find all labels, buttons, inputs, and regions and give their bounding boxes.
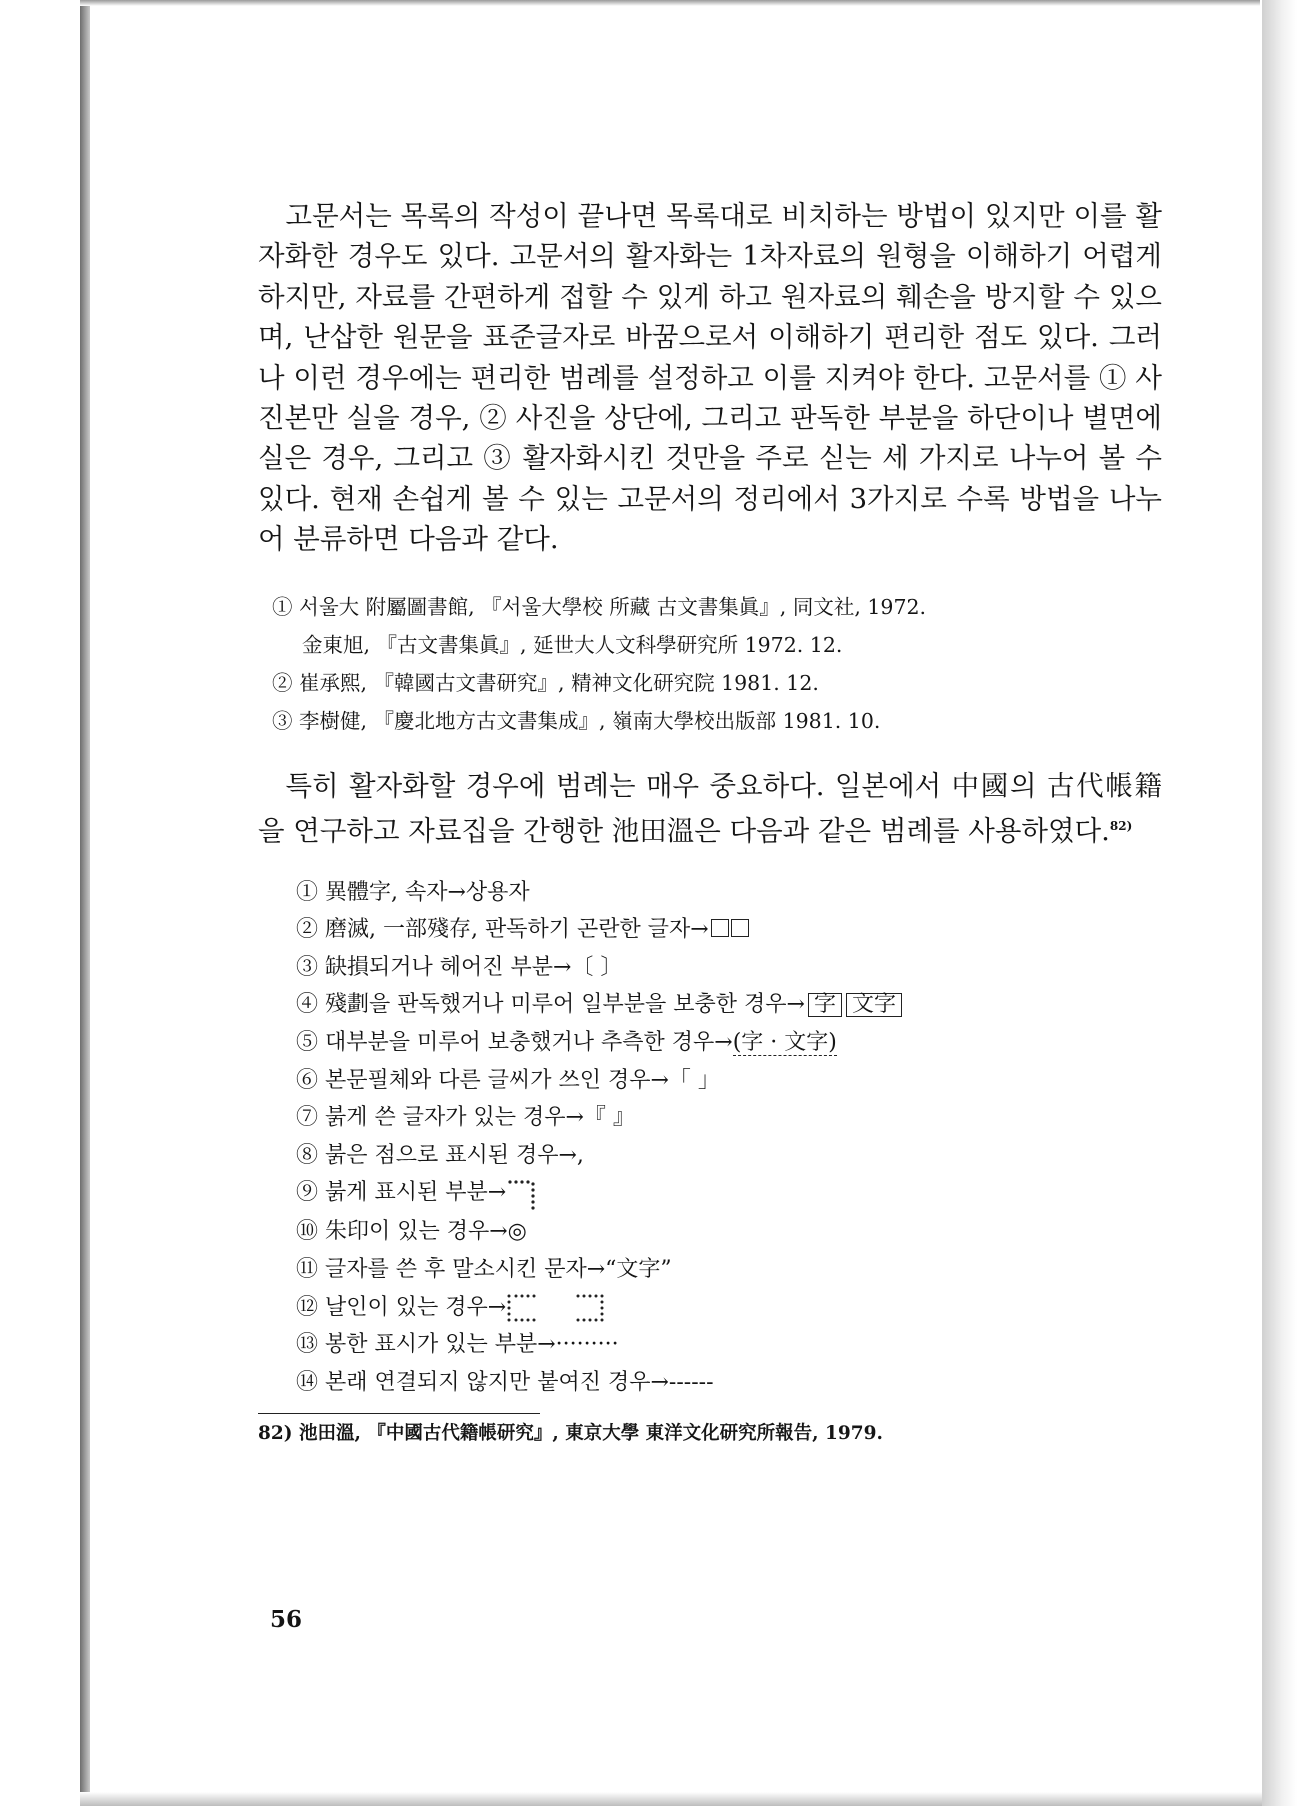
convention-item-7: ⑦ 붉게 쓴 글자가 있는 경우→『 』 (296, 1105, 635, 1131)
convention-item-9: ⑨ 붉게 표시된 부분→ (296, 1174, 1162, 1213)
convention-item-12: ⑫ 날인이 있는 경우→ (296, 1289, 1162, 1327)
reference-item-1: ① 서울大 附屬圖書館, 『서울大學校 所藏 古文書集眞』, 同文社, 1972. (272, 594, 927, 619)
page-edge-top (80, 0, 1260, 6)
paragraph-conventions (258, 766, 1162, 852)
dotted-seal-icon (506, 1292, 616, 1324)
paragraph-conventions-text: 특히 활자화할 경우에 범례는 매우 중요하다. 일본에서 中國의 古代帳籍을 연구하고 자료집을 간행한 池田溫은 다음과 같은 범례를 사용하였다. (258, 769, 1162, 848)
convention-item-6: ⑥ 본문필체와 다른 글씨가 쓰인 경우→「 」 (296, 1067, 720, 1093)
convention-item-2: ② 磨滅, 一部殘存, 판독하기 곤란한 글자→ (296, 911, 1162, 949)
convention-item-8: ⑧ 붉은 점으로 표시된 경우→, (296, 1142, 584, 1168)
convention-item-1: ① 異體字, 속자→상용자 (296, 879, 530, 905)
boxed-char-1: 字 (808, 993, 842, 1017)
reference-item-1b: 金東旭, 『古文書集眞』, 延世大人文科學研究所 1972. 12. (302, 632, 843, 657)
paragraph-intro-text: 고문서는 목록의 작성이 끝나면 목록대로 비치하는 방법이 있지만 이를 활자화한 경우도 있다. 고문서의 활자화는 1차자료의 원형을 이해하기 어렵게 하지만, 자료를 간편하게 접할 수 있게 하고 원자료의 훼손을 방지할 수 있으며, 난삽한 원문을 표준글자로 바꿈으로서 이해하기 편리한 점도 있다. 그러나 이런 경우에는 편리한 범례를 설정하고 이를 지켜야 한다. 고문서를 ① 사진본만 실을 경우, ② 사진을 상단에, 그리고 판독한 부분을 하단이나 별면에 실은 경우, 그리고 ③ 활자화시킨 것만을 주로 싣는 세 가지로 나누어 볼 수 있다. 현재 손쉽게 볼 수 있는 고문서의 정리에서 3가지로 수록 방법을 나누어 분류하면 다음과 같다. (258, 200, 1162, 556)
convention-item-14: ⑭ 본래 연결되지 않지만 붙여진 경우→------ (296, 1369, 714, 1395)
page-content (258, 196, 1162, 1448)
convention-item-3: ③ 缺損되거나 헤어진 부분→〔 〕 (296, 954, 623, 980)
convention-item-13: ⑬ 봉한 표시가 있는 부분→········· (296, 1332, 619, 1358)
convention-item-10: ⑩ 朱印이 있는 경우→◎ (296, 1219, 527, 1245)
box-mark (711, 919, 729, 937)
page-number: 56 (270, 1606, 303, 1633)
reference-item-2: ② 崔承熙, 『韓國古文書研究』, 精神文化研究院 1981. 12. (272, 670, 819, 695)
convention-item-5: ⑤ 대부분을 미루어 보충했거나 추측한 경우→(字 · 文字) (296, 1030, 837, 1055)
paragraph-intro (258, 196, 1162, 560)
convention-item-4: ④ 殘劃을 판독했거나 미루어 일부분을 보충한 경우→ 字 文字 (296, 986, 1162, 1024)
page-edge-left (80, 0, 90, 1806)
convention-item-11: ⑪ 글자를 쓴 후 말소시킨 문자→“文字” (296, 1256, 672, 1282)
reference-item-3: ③ 李樹健, 『慶北地方古文書集成』, 嶺南大學校出版部 1981. 10. (272, 708, 881, 733)
footnote-divider (258, 1413, 540, 1414)
page-edge-right (1262, 0, 1297, 1806)
convention-list (258, 874, 1162, 1402)
reference-list (258, 588, 1162, 740)
footnote-82: 82) 池田溫, 『中國古代籍帳研究』, 東京大學 東洋文化研究所報告, 1979. (258, 1423, 883, 1445)
page-edge-bottom (80, 1792, 1262, 1806)
dashed-underline-mark: (字 · 文字) (732, 1030, 837, 1055)
dotted-corner-icon (506, 1177, 536, 1213)
boxed-char-2: 文字 (846, 993, 902, 1017)
footnote-ref: 82) (1109, 819, 1133, 834)
box-mark (731, 919, 749, 937)
